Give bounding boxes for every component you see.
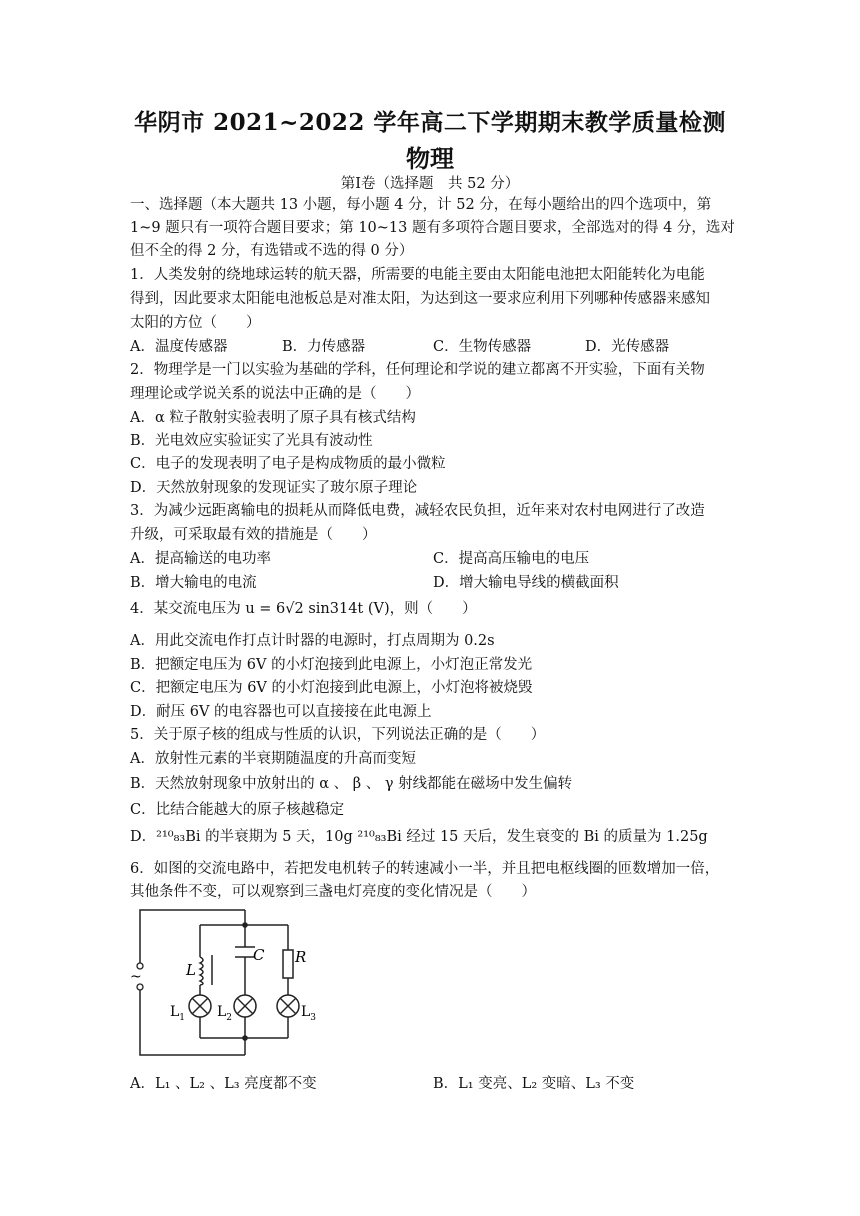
- resistor-icon: [283, 950, 293, 978]
- question-4-option-b: B．把额定电压为 6V 的小灯泡接到此电源上，小灯泡正常发光: [130, 657, 533, 673]
- question-6-option-b: B．L₁ 变亮、L₂ 变暗、L₃ 不变: [433, 1076, 635, 1092]
- question-2-stem: 理理论或学说关系的说法中正确的是（ ）: [130, 386, 420, 402]
- lamp-3-label: $L_3$: [301, 1004, 317, 1023]
- question-1-option-a: A．温度传感器: [130, 339, 228, 355]
- question-3-stem: 3．为减少远距离输电的损耗从而降低电费，减轻农民负担，近年来对农村电网进行了改造: [130, 503, 705, 519]
- question-5-option-a: A．放射性元素的半衰期随温度的升高而变短: [130, 751, 416, 767]
- question-3-option-b: B．增大输电的电流: [130, 575, 257, 591]
- source-label: ~: [130, 969, 142, 985]
- question-3-option-c: C．提高高压输电的电压: [433, 551, 590, 567]
- question-1-option-b: B．力传感器: [282, 339, 366, 355]
- question-2-option-c: C．电子的发现表明了电子是构成物质的最小微粒: [130, 456, 446, 472]
- inductor-icon: [200, 957, 203, 985]
- question-6-stem: 6．如图的交流电路中，若把发电机转子的转速减小一半，并且把电枢线圈的匝数增加一倍，: [130, 861, 720, 877]
- lamp-1-label: $L_1$: [170, 1004, 186, 1023]
- question-3-option-d: D．增大输电导线的横截面积: [433, 575, 619, 591]
- question-3-stem: 升级，可采取最有效的措施是（ ）: [130, 527, 377, 543]
- question-3-option-a: A．提高输送的电功率: [130, 551, 271, 567]
- question-1-stem: 得到，因此要求太阳能电池板总是对准太阳，为达到这一要求应利用下列哪种传感器来感知: [130, 291, 710, 307]
- question-1-stem: 1．人类发射的绕地球运转的航天器，所需要的电能主要由太阳能电池把太阳能转化为电能: [130, 267, 705, 283]
- question-4-option-d: D．耐压 6V 的电容器也可以直接接在此电源上: [130, 704, 432, 720]
- instructions-line: 但不全的得 2 分，有选错或不选的得 0 分）: [130, 243, 414, 259]
- question-5-option-d: D．²¹⁰₈₃Bi 的半衰期为 5 天，10g ²¹⁰₈₃Bi 经过 15 天后，发生衰变的 Bi 的质量为 1.25g: [130, 829, 708, 845]
- exam-title: 华阴市 2021~2022 学年高二下学期期末教学质量检测: [134, 109, 726, 136]
- question-2-option-b: B．光电效应实验证实了光具有波动性: [130, 433, 373, 449]
- question-2-stem: 2．物理学是一门以实验为基础的学科，任何理论和学说的建立都离不开实验，下面有关物: [130, 362, 705, 378]
- question-1-stem: 太阳的方位（ ）: [130, 315, 261, 331]
- question-1-option-c: C．生物传感器: [433, 339, 532, 355]
- question-5-option-c: C．比结合能越大的原子核越稳定: [130, 802, 345, 818]
- question-4-stem: 4．某交流电压为 u = 6√2 sin314t (V)，则（ ）: [130, 601, 477, 617]
- instructions-line: 一、选择题（本大题共 13 小题，每小题 4 分，计 52 分，在每小题给出的四个选项中，第: [130, 197, 712, 213]
- question-6-stem: 其他条件不变，可以观察到三盏电灯亮度的变化情况是（ ）: [130, 884, 536, 900]
- question-4-option-c: C．把额定电压为 6V 的小灯泡接到此电源上，小灯泡将被烧毁: [130, 680, 533, 696]
- lamp-2-label: $L_2$: [217, 1004, 233, 1023]
- inductor-label: L: [186, 961, 196, 979]
- question-5-stem: 5．关于原子核的组成与性质的认识，下列说法正确的是（ ）: [130, 727, 546, 743]
- question-1-option-d: D．光传感器: [585, 339, 670, 355]
- question-6-option-a: A．L₁ 、L₂ 、L₃ 亮度都不变: [130, 1076, 317, 1092]
- question-4-option-a: A．用此交流电作打点计时器的电源时，打点周期为 0.2s: [130, 633, 495, 649]
- question-5-option-b: B．天然放射现象中放射出的 α 、 β 、 γ 射线都能在磁场中发生偏转: [130, 776, 573, 792]
- capacitor-label: C: [253, 946, 265, 964]
- instructions-line: 1~9 题只有一项符合题目要求；第 10~13 题有多项符合题目要求，全部选对的得 4 分，选对: [130, 220, 735, 236]
- resistor-label: R: [295, 948, 307, 966]
- section-heading: 第Ⅰ卷（选择题 共 52 分）: [340, 176, 520, 192]
- question-2-option-a: A．α 粒子散射实验表明了原子具有核式结构: [130, 410, 416, 426]
- question-2-option-d: D．天然放射现象的发现证实了玻尔原子理论: [130, 480, 418, 496]
- subject-title: 物理: [406, 144, 454, 173]
- circuit-diagram: [128, 905, 317, 1060]
